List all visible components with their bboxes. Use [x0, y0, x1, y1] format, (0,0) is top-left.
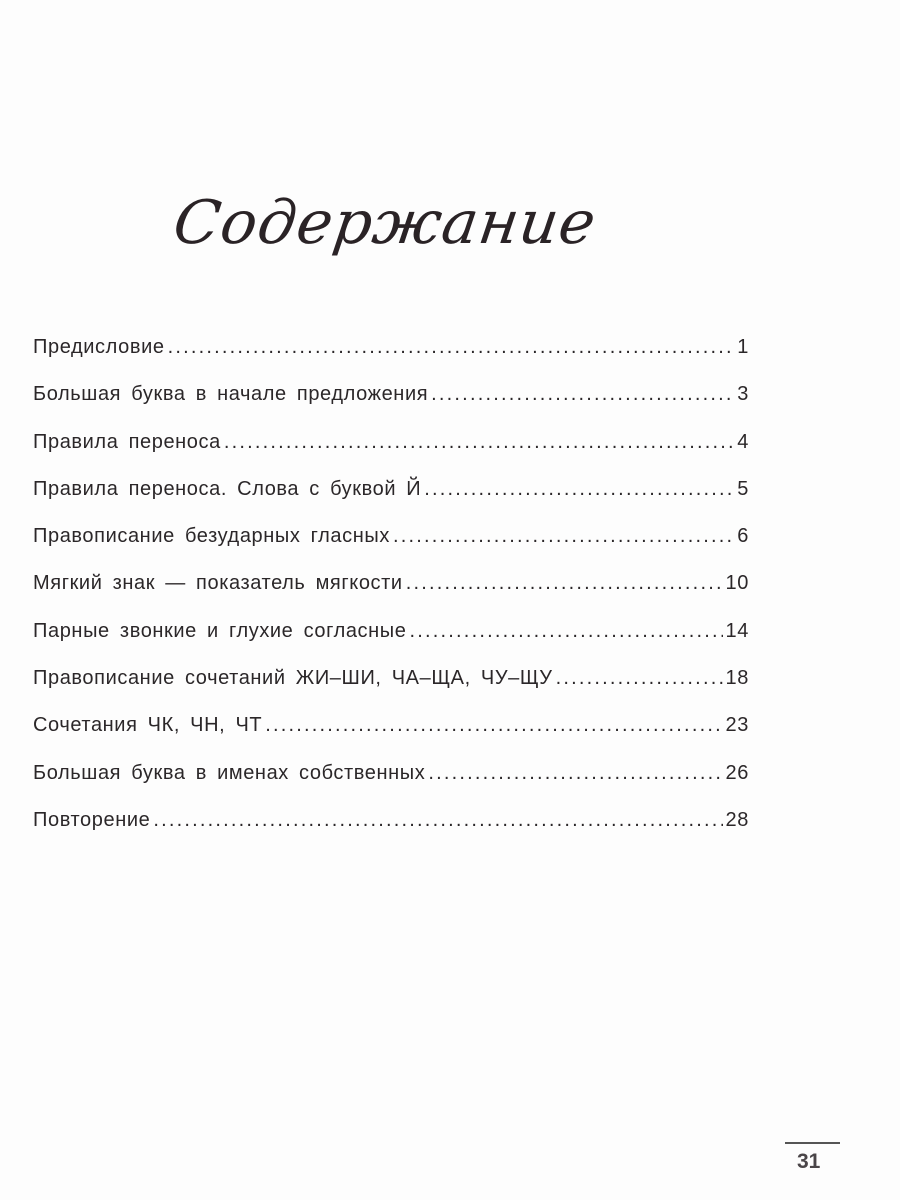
- dot-leader: [410, 620, 723, 643]
- toc-entry: [33, 478, 749, 525]
- toc-entry: [33, 762, 749, 809]
- toc-entry-label: Мягкий знак — показатель мягкости: [33, 572, 403, 595]
- dot-leader: [406, 572, 723, 595]
- toc-entry-label: Правописание сочетаний ЖИ–ШИ, ЧА–ЩА, ЧУ–ЩУ: [33, 667, 553, 690]
- toc-entry-label: Большая буква в начале предложения: [33, 383, 429, 406]
- toc-entry-page: 5: [737, 477, 749, 500]
- page-title: Содержание: [169, 188, 601, 258]
- toc-entry: [33, 714, 749, 761]
- toc-entry: [33, 336, 749, 383]
- toc-entry-label: Правила переноса. Слова с буквой Й: [33, 477, 422, 500]
- toc-entry-page: 3: [737, 383, 749, 406]
- toc-entry-label: Большая буква в именах собственных: [33, 761, 426, 784]
- toc-entry-page: 4: [737, 430, 749, 453]
- dot-leader: [224, 431, 734, 454]
- toc-entry-page: 23: [725, 714, 749, 737]
- toc-entry-page: 6: [737, 525, 749, 548]
- dot-leader: [393, 525, 734, 548]
- toc-entry-label: Правила переноса: [33, 430, 221, 453]
- table-of-contents: [33, 336, 749, 856]
- dot-leader: [153, 809, 722, 832]
- toc-entry-label: Предисловие: [33, 336, 165, 358]
- toc-entry-label: Сочетания ЧК, ЧН, ЧТ: [33, 714, 263, 737]
- toc-entry: [33, 431, 749, 478]
- page-number: 31: [797, 1150, 821, 1173]
- dot-leader: [431, 383, 734, 406]
- page-number-rule: [785, 1142, 840, 1144]
- toc-entry-page: 28: [725, 808, 749, 831]
- toc-entry: [33, 620, 749, 667]
- toc-entry: [33, 383, 749, 430]
- toc-entry: [33, 809, 749, 856]
- toc-entry: [33, 667, 749, 714]
- toc-entry-page: 18: [725, 667, 749, 690]
- toc-entry-page: 10: [725, 572, 749, 595]
- dot-leader: [265, 714, 722, 737]
- dot-leader: [428, 762, 722, 785]
- dot-leader: [556, 667, 723, 690]
- toc-entry-label: Парные звонкие и глухие согласные: [33, 619, 407, 642]
- toc-entry-label: Повторение: [33, 808, 151, 831]
- dot-leader: [424, 478, 734, 501]
- toc-entry-label: Правописание безударных гласных: [33, 525, 390, 548]
- toc-entry-page: 14: [725, 619, 749, 642]
- toc-entry: [33, 572, 749, 619]
- dot-leader: [168, 336, 735, 359]
- toc-entry-page: 26: [725, 761, 749, 784]
- toc-entry: [33, 525, 749, 572]
- toc-entry-page: 1: [737, 336, 749, 358]
